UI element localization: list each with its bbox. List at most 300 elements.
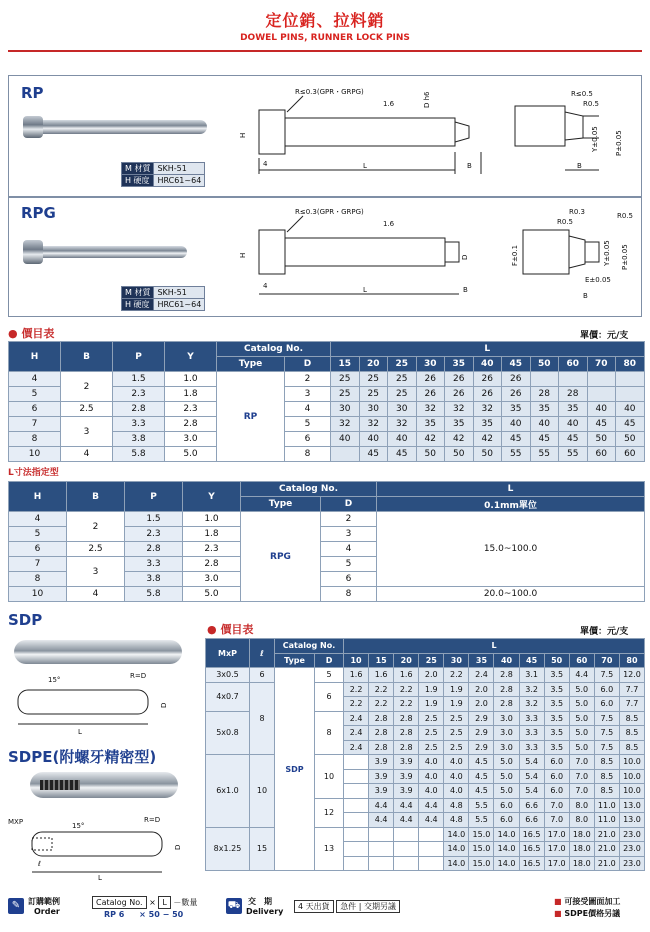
rpg-label: RPG [21,204,56,222]
price-cell: 2.4 [469,668,494,683]
price-cell: 23.0 [619,842,644,857]
price-cell: 23.0 [619,856,644,871]
l-col-header: 40 [473,357,502,372]
price-cell: 6.0 [494,798,519,813]
price-cell: 26 [445,387,474,402]
y-cell: 1.8 [165,387,217,402]
price-cell: 6.0 [594,682,619,697]
d-cell: 5 [285,417,331,432]
rp-price-table [8,341,645,462]
rpg-f: F±0.1 [511,244,519,266]
rpg-material-table [121,286,205,311]
order-example-code: RP 6 [104,910,125,919]
b-cell: 3 [61,417,113,447]
price-cell [344,813,369,828]
price-cell: 3.0 [494,711,519,726]
col-p: P [125,482,183,512]
l-col-header: 25 [388,357,417,372]
price-cell: 11.0 [594,798,619,813]
price-cell [344,827,369,842]
y-cell: 3.0 [165,432,217,447]
y-cell: 2.8 [183,557,241,572]
price-cell: 42 [445,432,474,447]
unit-note-1: 單價：元/支 [580,331,629,341]
h-cell: 4 [9,372,61,387]
days-value: 4 [298,902,304,911]
order-example-qty: × 50 − 50 [139,910,184,919]
hardness-key: H 硬度 [122,299,154,311]
price-cell: 26 [416,372,445,387]
hardness-value: HRC61~64 [154,299,205,311]
rp-pin-head [23,116,43,138]
y-cell: 2.3 [165,402,217,417]
l-col-header: 30 [416,357,445,372]
sdp-d: D [160,702,168,708]
price-cell: 26 [473,372,502,387]
price-cell: 28 [559,387,588,402]
table-row [9,587,645,602]
price-cell: 2.2 [369,682,394,697]
table-row [9,512,645,527]
h-cell: 6 [9,542,67,557]
sdpe-angle: 15° [72,822,85,830]
price-cell: 2.8 [369,711,394,726]
b-cell: 4 [67,587,125,602]
price-cell: 50 [616,432,645,447]
l-col-header: 45 [519,653,544,668]
price-cell: 2.5 [444,740,469,755]
h-cell: 8 [9,432,61,447]
rpg-b2: B [583,292,588,300]
sdp-price-table [205,638,645,871]
price-cell: 1.9 [419,697,444,712]
price-cell [530,372,559,387]
price-cell [419,856,444,871]
material-value: SKH-51 [154,163,205,175]
note-2-text: SDPE價格另議 [564,909,621,918]
col-type: Type [275,653,315,668]
price-cell: 50 [416,447,445,462]
price-cell: 2.2 [394,697,419,712]
price-cell: 2.5 [419,726,444,741]
price-cell: 4.0 [419,769,444,784]
type-cell: RP [217,372,285,462]
ell-cell: 8 [250,682,275,755]
col-h: H [9,342,61,372]
price-cell: 5.0 [569,682,594,697]
p-cell: 5.8 [125,587,183,602]
price-cell: 3.3 [519,726,544,741]
price-cell: 6.0 [494,813,519,828]
price-cell: 3.0 [494,740,519,755]
price-cell: 2.8 [494,682,519,697]
order-icon: ✎ [8,898,24,914]
days-box [294,900,334,913]
note-2: ■ SDPE價格另議 [554,909,621,918]
price-cell: 45 [530,432,559,447]
price-cell: 7.0 [544,813,569,828]
l-col-header: 35 [469,653,494,668]
price-cell: 40 [502,417,531,432]
d-cell: 4 [321,542,377,557]
sdp-angle: 15° [48,676,61,684]
rp-four: 4 [263,160,268,168]
col-type: Type [241,497,321,512]
price-cell: 4.5 [469,755,494,770]
ell-cell: 6 [250,668,275,683]
rp-pin-image [27,120,207,134]
price-cell: 2.9 [469,711,494,726]
l-col-header: 15 [369,653,394,668]
price-cell: 2.5 [419,740,444,755]
price-cell: 7.7 [619,682,644,697]
price-cell: 3.9 [369,784,394,799]
price-cell: 5.4 [519,784,544,799]
page-title: 定位銷、拉料銷 [265,11,385,30]
l-col-header: 80 [619,653,644,668]
price-cell: 21.0 [594,856,619,871]
price-cell: 5.0 [569,726,594,741]
price-cell: 45 [559,432,588,447]
mxp-cell: 3x0.5 [206,668,250,683]
col-h: H [9,482,67,512]
rp-tol: 1.6 [383,100,395,108]
price-cell [394,827,419,842]
d-cell: 5 [321,557,377,572]
price-cell: 6.0 [544,784,569,799]
rpg-four: 4 [263,282,268,290]
price-cell: 14.0 [494,842,519,857]
b-cell: 2.5 [67,542,125,557]
table-row [206,755,645,770]
price-cell: 55 [559,447,588,462]
price-cell: 2.8 [369,740,394,755]
rp-product-panel [8,75,642,197]
truck-icon: ⛟ [226,898,242,914]
h-cell: 5 [9,527,67,542]
col-d: D [285,357,331,372]
header-rule [8,50,642,52]
b-cell: 2 [61,372,113,402]
price-cell: 15.0 [469,842,494,857]
col-catalog: Catalog No. [241,482,377,497]
price-cell: 14.0 [494,856,519,871]
l-col-header: 20 [394,653,419,668]
price-cell: 5.0 [569,740,594,755]
col-b: B [61,342,113,372]
rpg-price-table [8,481,645,602]
price-cell: 3.9 [369,769,394,784]
price-cell: 2.2 [444,668,469,683]
price-cell: 4.5 [469,769,494,784]
hardness-key: H 硬度 [122,175,154,187]
price-cell: 2.8 [394,726,419,741]
sdp-pin-image [14,640,182,664]
table-row [206,682,645,697]
price-cell: 8.0 [569,813,594,828]
price-cell: 7.7 [619,697,644,712]
material-key: M 材質 [122,163,154,175]
price-cell: 45 [388,447,417,462]
price-cell: 14.0 [494,827,519,842]
y-cell: 1.0 [165,372,217,387]
price-cell: 25 [388,372,417,387]
l-col-header: 50 [544,653,569,668]
price-cell: 18.0 [569,827,594,842]
page-subtitle: DOWEL PINS, RUNNER LOCK PINS [240,33,410,43]
price-cell: 50 [473,447,502,462]
sdp-drawing [8,668,198,740]
rp-h: H [239,132,247,138]
p-cell: 3.8 [125,572,183,587]
price-cell: 40 [331,432,360,447]
page-header [0,8,650,43]
price-cell: 7.0 [544,798,569,813]
price-cell: 35 [445,417,474,432]
price-cell: 10.0 [619,769,644,784]
price-cell: 15.0 [469,856,494,871]
catalog-box: Catalog No. [92,896,147,909]
col-l: L [377,482,645,497]
price-cell: 4.4 [569,668,594,683]
col-l-unit: 0.1mm單位 [377,497,645,512]
price-cell [394,856,419,871]
price-cell: 25 [331,372,360,387]
price-cell: 8.5 [594,755,619,770]
price-cell: 45 [587,417,616,432]
price-title-1: ● 價目表 [8,327,55,340]
price-cell: 4.4 [394,798,419,813]
h-cell: 5 [9,387,61,402]
table-row [9,402,645,417]
price-cell: 13.0 [619,798,644,813]
b-cell: 2.5 [61,402,113,417]
mxp-cell: 6x1.0 [206,755,250,828]
price-cell [331,447,360,462]
price-cell: 3.9 [394,769,419,784]
y-cell: 1.0 [183,512,241,527]
price-cell: 55 [530,447,559,462]
rp-l: L [363,162,367,170]
col-y: Y [165,342,217,372]
rp-r05b: R0.5 [583,100,599,108]
price-cell: 17.0 [544,856,569,871]
price-cell: 32 [473,402,502,417]
rpg-tol: 1.6 [383,220,395,228]
price-cell: 5.0 [494,755,519,770]
price-cell: 6.0 [544,755,569,770]
d-cell: 2 [321,512,377,527]
rpg-d: D [461,254,469,260]
price-cell [344,842,369,857]
ell-cell: 15 [250,827,275,871]
days-text: 天出貨 [305,902,330,911]
urgent-box: 急件 | 交期另議 [336,900,400,913]
price-cell: 25 [331,387,360,402]
rpg-b: B [463,286,468,294]
l-range-cell: 15.0~100.0 [377,512,645,587]
price-cell: 8.0 [569,798,594,813]
col-p: P [113,342,165,372]
price-cell: 4.4 [369,798,394,813]
rp-r-note: R≤0.3(GPR・GRPG) [295,88,364,96]
h-cell: 8 [9,572,67,587]
p-cell: 2.8 [125,542,183,557]
price-cell: 3.3 [519,740,544,755]
rp-b2: B [577,162,582,170]
col-l: L [344,639,645,654]
h-cell: 6 [9,402,61,417]
price-cell: 30 [388,402,417,417]
sdp-r: R=D [130,672,147,680]
price-cell [587,387,616,402]
d-cell: 8 [315,711,344,755]
y-cell: 2.8 [165,417,217,432]
price-cell: 40 [559,417,588,432]
l-col-header: 15 [331,357,360,372]
rpg-product-panel [8,197,642,317]
rpg-r05a: R0.5 [557,218,573,226]
price-cell: 35 [416,417,445,432]
price-cell: 3.9 [369,755,394,770]
price-cell [344,784,369,799]
table-row [206,827,645,842]
price-cell [344,769,369,784]
price-cell: 2.8 [494,697,519,712]
price-cell [419,827,444,842]
price-cell: 4.0 [444,784,469,799]
price-cell: 26 [502,387,531,402]
price-cell: 45 [616,417,645,432]
y-cell: 2.3 [183,542,241,557]
col-mxp: MxP [206,639,250,668]
price-cell: 3.2 [519,682,544,697]
y-cell: 3.0 [183,572,241,587]
delivery-zh: 交 期 [248,897,272,906]
price-cell: 18.0 [569,856,594,871]
price-cell: 15.0 [469,827,494,842]
price-cell: 32 [331,417,360,432]
p-cell: 3.8 [113,432,165,447]
price-cell: 25 [359,372,388,387]
hardness-value: HRC61~64 [154,175,205,187]
price-cell [559,372,588,387]
price-cell: 28 [530,387,559,402]
price-cell: 6.6 [519,813,544,828]
price-cell: 14.0 [444,856,469,871]
price-cell: 7.5 [594,740,619,755]
rp-material-table [121,162,205,187]
price-cell: 14.0 [444,842,469,857]
price-cell: 3.0 [494,726,519,741]
order-footer [8,896,644,926]
price-cell: 2.9 [469,740,494,755]
price-cell: 2.0 [469,697,494,712]
price-cell [616,387,645,402]
price-cell: 7.5 [594,668,619,683]
l-col-header: 50 [530,357,559,372]
col-catalog: Catalog No. [275,639,344,654]
b-cell: 3 [67,557,125,587]
price-cell [344,755,369,770]
table-row [9,447,645,462]
price-cell: 40 [587,402,616,417]
price-cell: 42 [473,432,502,447]
sdpe-d: D [174,844,182,850]
price-cell: 4.8 [444,798,469,813]
price-cell: 55 [502,447,531,462]
type-cell: SDP [275,668,315,871]
d-cell: 3 [285,387,331,402]
price-cell: 26 [445,372,474,387]
d-cell: 6 [321,572,377,587]
price-cell: 4.4 [394,813,419,828]
p-cell: 3.3 [125,557,183,572]
price-cell: 60 [616,447,645,462]
l-col-header: 20 [359,357,388,372]
price-cell [369,856,394,871]
rpg-pin-head [23,240,43,264]
p-cell: 3.3 [113,417,165,432]
rp-p: P±0.05 [615,130,623,156]
price-cell: 4.0 [444,769,469,784]
price-title-text: 價目表 [220,623,254,636]
price-cell: 6.0 [594,697,619,712]
price-cell: 2.5 [419,711,444,726]
rp-label: RP [21,84,44,102]
price-cell: 2.8 [394,711,419,726]
y-cell: 5.0 [165,447,217,462]
sdpe-ll: ℓ [38,860,41,868]
price-cell: 26 [502,372,531,387]
price-cell: 2.0 [419,668,444,683]
price-cell: 5.5 [469,813,494,828]
price-cell: 5.4 [519,769,544,784]
l-col-header: 35 [445,357,474,372]
price-cell: 2.4 [344,740,369,755]
price-cell: 35 [502,402,531,417]
rp-dh6: D h6 [423,91,431,108]
urgent-text: 交期另議 [363,902,396,911]
price-cell: 25 [388,387,417,402]
price-cell: 11.0 [594,813,619,828]
price-cell: 1.6 [394,668,419,683]
price-cell: 40 [616,402,645,417]
rp-y: Y±0.05 [591,126,599,152]
rpg-pin-image [27,246,187,258]
d-cell: 13 [315,827,344,871]
price-cell: 8.5 [619,711,644,726]
price-cell: 1.6 [344,668,369,683]
l-col-header: 60 [569,653,594,668]
price-cell: 8.5 [594,769,619,784]
price-cell: 7.5 [594,726,619,741]
l-col-header: 70 [594,653,619,668]
order-en: Order [34,907,60,916]
l-col-header: 25 [419,653,444,668]
price-cell: 5.4 [519,755,544,770]
d-cell: 4 [285,402,331,417]
d-cell: 5 [315,668,344,683]
price-cell: 35 [559,402,588,417]
p-cell: 2.3 [113,387,165,402]
mxp-cell: 8x1.25 [206,827,250,871]
price-cell: 45 [502,432,531,447]
d-cell: 12 [315,798,344,827]
price-cell: 7.0 [569,784,594,799]
price-cell: 3.9 [394,755,419,770]
price-cell: 4.4 [419,798,444,813]
